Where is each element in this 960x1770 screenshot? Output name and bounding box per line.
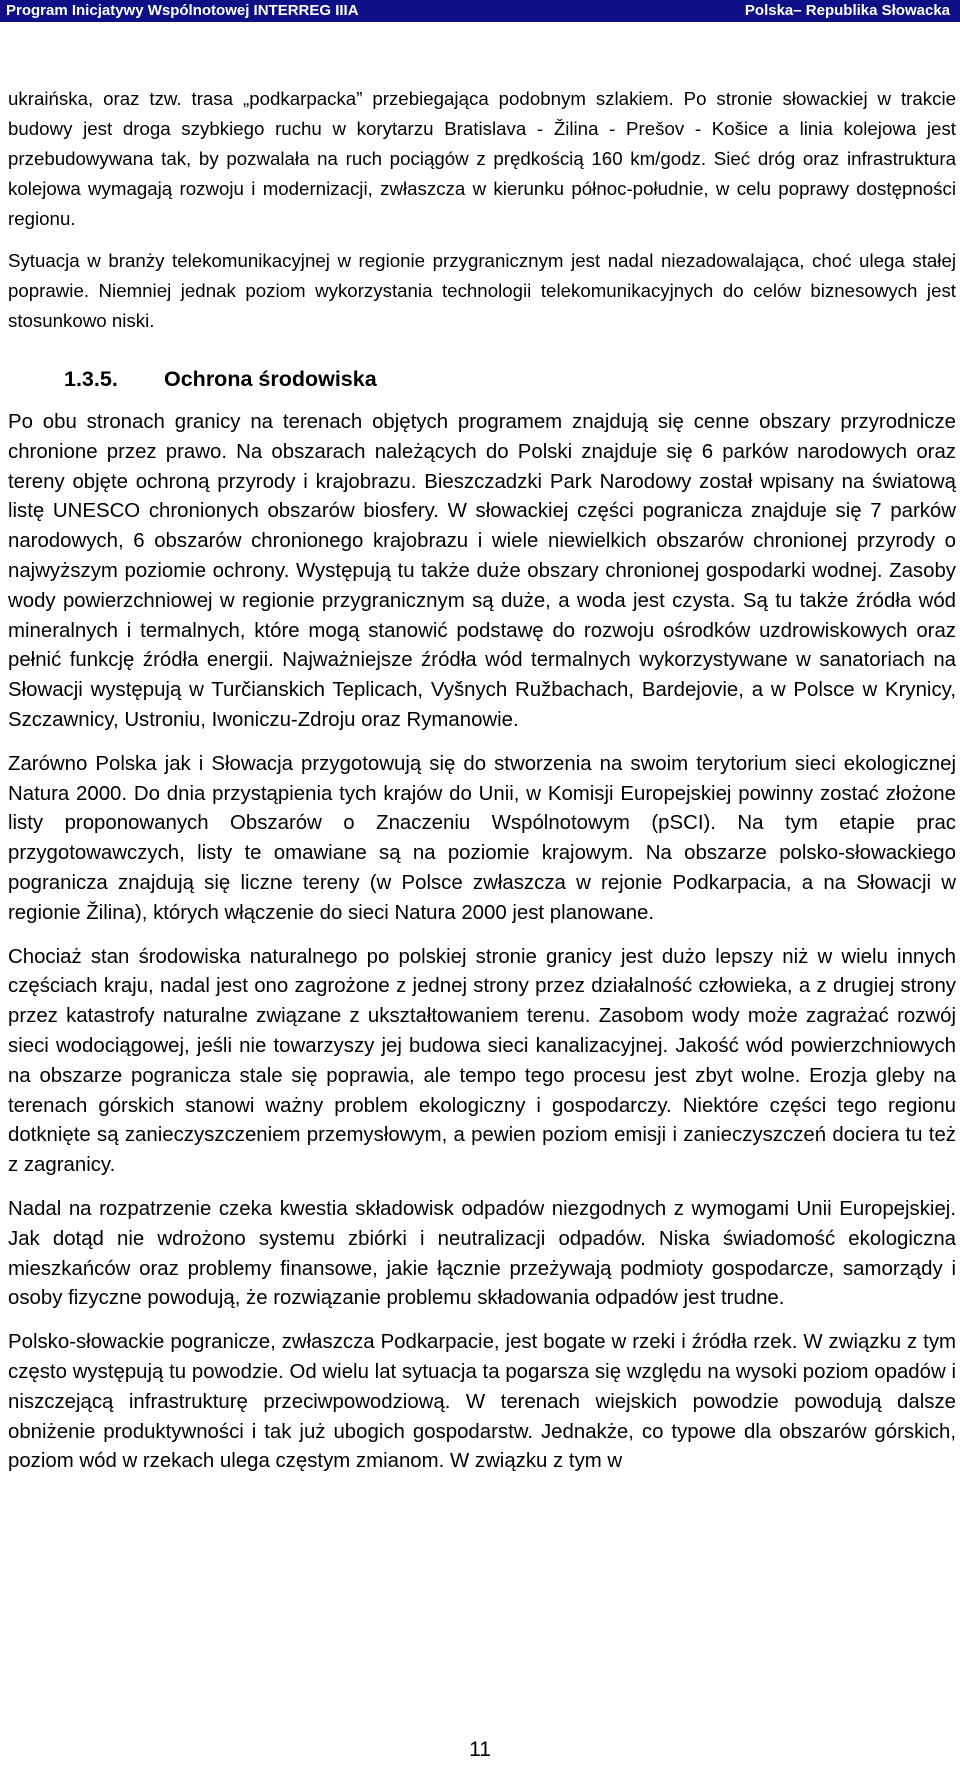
paragraph-spacer: [8, 234, 956, 246]
header-country-title: Polska– Republika Słowacka: [744, 2, 950, 19]
paragraph-floods: Polsko-słowackie pogranicze, zwłaszcza Podkarpacie, jest bogate w rzeki i źródła rzek. W związku z tym często występują tu powodzie. Od wielu lat sytuacja ta pogarsza się względu na wysoki poziom opadów i niszczejącą infrastrukturę przeciwpowodziową. W terenach wiejskich powodzie powodują dalsze obniżenie produktywności i tak już ubogich gospodarstw. Jednakże, co typowe dla obszarów górskich, poziom wód w rzekach ulega częstym zmianom. W związku z tym w: [8, 1331, 956, 1473]
paragraph-waste: Nadal na rozpatrzenie czeka kwestia składowisk odpadów niezgodnych z wymogami Unii Europejskiej. Jak dotąd nie wdrożono systemu zbiórki i neutralizacji odpadów. Niska świadomość ekologiczna mieszkańców oraz problemy finansowe, jakie łącznie przeżywają podmioty gospodarcze, samorządy i osoby fizyczne powodują, że rozwiązanie problemu składowania odpadów jest trudne.: [8, 1197, 956, 1310]
paragraph-spacer: [8, 1181, 956, 1195]
paragraph-spacer: [8, 1314, 956, 1328]
document-body: [8, 84, 956, 1477]
section-title: Ochrona środowiska: [164, 367, 377, 391]
paragraph-protected-areas: Po obu stronach granicy na terenach objętych programem znajdują się cenne obszary przyrodnicze chronione przez prawo. Na obszarach należących do Polski znajduje się 6 parków narodowych oraz tereny objęte ochroną przyrody i krajobrazu. Bieszczadzki Park Narodowy został wpisany na światową listę UNESCO chronionych obszarów biosfery. W słowackiej części pogranicza znajduje się 7 parków narodowych, 6 obszarów chronionego krajobrazu i wiele niewielkich obszarów chronionej przyrody o najwyższym poziomie ochrony. Występują tu także duże obszary chronionej gospodarki wodnej. Zasoby wody powierzchniowej w regionie przygranicznym są duże, a woda jest czysta. Są tu także źródła wód mineralnych i termalnych, które mogą stanowić podstawę do rozwoju ośrodków uzdrowiskowych oraz pełnić funkcję źródła energii. Najważniejsze źródła wód termalnych wykorzystywane w sanatoriach na Słowacji występują w Turčianskich Teplicach, Vyšnych Ružbachach, Bardejovie, a w Polsce w Krynicy, Szczawnicy, Ustroniu, Iwoniczu-Zdroju oraz Rymanowie.: [8, 411, 956, 731]
section-heading: [8, 358, 956, 400]
paragraph-environment-threats: Chociaż stan środowiska naturalnego po polskiej stronie granicy jest dużo lepszy niż w wielu innych częściach kraju, nadal jest ono zagrożone z jednej strony przez działalność człowieka, a z drugiej strony przez katastrofy naturalne związane z ukształtowaniem terenu. Zasobom wody może zagrażać rozwój sieci wodociągowej, jeśli nie towarzyszy jej budowa sieci kanalizacyjnej. Jakość wód powierzchniowych na obszarze pogranicza stale się poprawia, ale tempo tego procesu jest zbyt wolne. Erozja gleby na terenach górskich stanowi ważny problem ekologiczny i gospodarczy. Niektóre części tego regionu dotknięte są zanieczyszczeniem przemysłowym, a pewien poziom emisji i zanieczyszczeń dociera tu też z zagranicy.: [8, 945, 956, 1177]
paragraph-spacer: [8, 929, 956, 943]
section-spacer: [8, 336, 956, 358]
heading-spacer: [8, 400, 956, 408]
section-number: 1.3.5.: [64, 367, 118, 391]
page-header: [0, 0, 960, 22]
paragraph-transport: ukraińska, oraz tzw. trasa „podkarpacka” przebiegająca podobnym szlakiem. Po stronie słowackiej w trakcie budowy jest droga szybkiego ruchu w korytarzu Bratislava - Žilina - Prešov - Košice a linia kolejowa jest przebudowywana tak, by pozwalała na ruch pociągów z prędkością 160 km/godz. Sieć dróg oraz infrastruktura kolejowa wymagają rozwoju i modernizacji, zwłaszcza w kierunku północ-południe, w celu poprawy dostępności regionu.: [8, 88, 956, 229]
header-program-title: Program Inicjatywy Wspólnotowej INTERREG IIIA: [6, 2, 359, 19]
paragraph-spacer: [8, 736, 956, 750]
paragraph-telecom: Sytuacja w branży telekomunikacyjnej w regionie przygranicznym jest nadal niezadowalająca, choć ulega stałej poprawie. Niemniej jednak poziom wykorzystania technologii telekomunikacyjnych do celów biznesowych jest stosunkowo niski.: [8, 250, 956, 331]
paragraph-natura-2000: Zarówno Polska jak i Słowacja przygotowują się do stworzenia na swoim terytorium sieci ekologicznej Natura 2000. Do dnia przystąpienia tych krajów do Unii, w Komisji Europejskiej powinny zostać złożone listy proponowanych Obszarów o Znaczeniu Wspólnotowym (pSCI). Na tym etapie prac przygotowawczych, listy te omawiane są na poziomie krajowym. Na obszarze polsko-słowackiego pogranicza znajdują się liczne tereny (w Polsce zwłaszcza w rejonie Podkarpacia, a na Słowacji w regionie Žilina), których włączenie do sieci Natura 2000 jest planowane.: [8, 752, 956, 924]
page-number: 11: [469, 1738, 491, 1761]
